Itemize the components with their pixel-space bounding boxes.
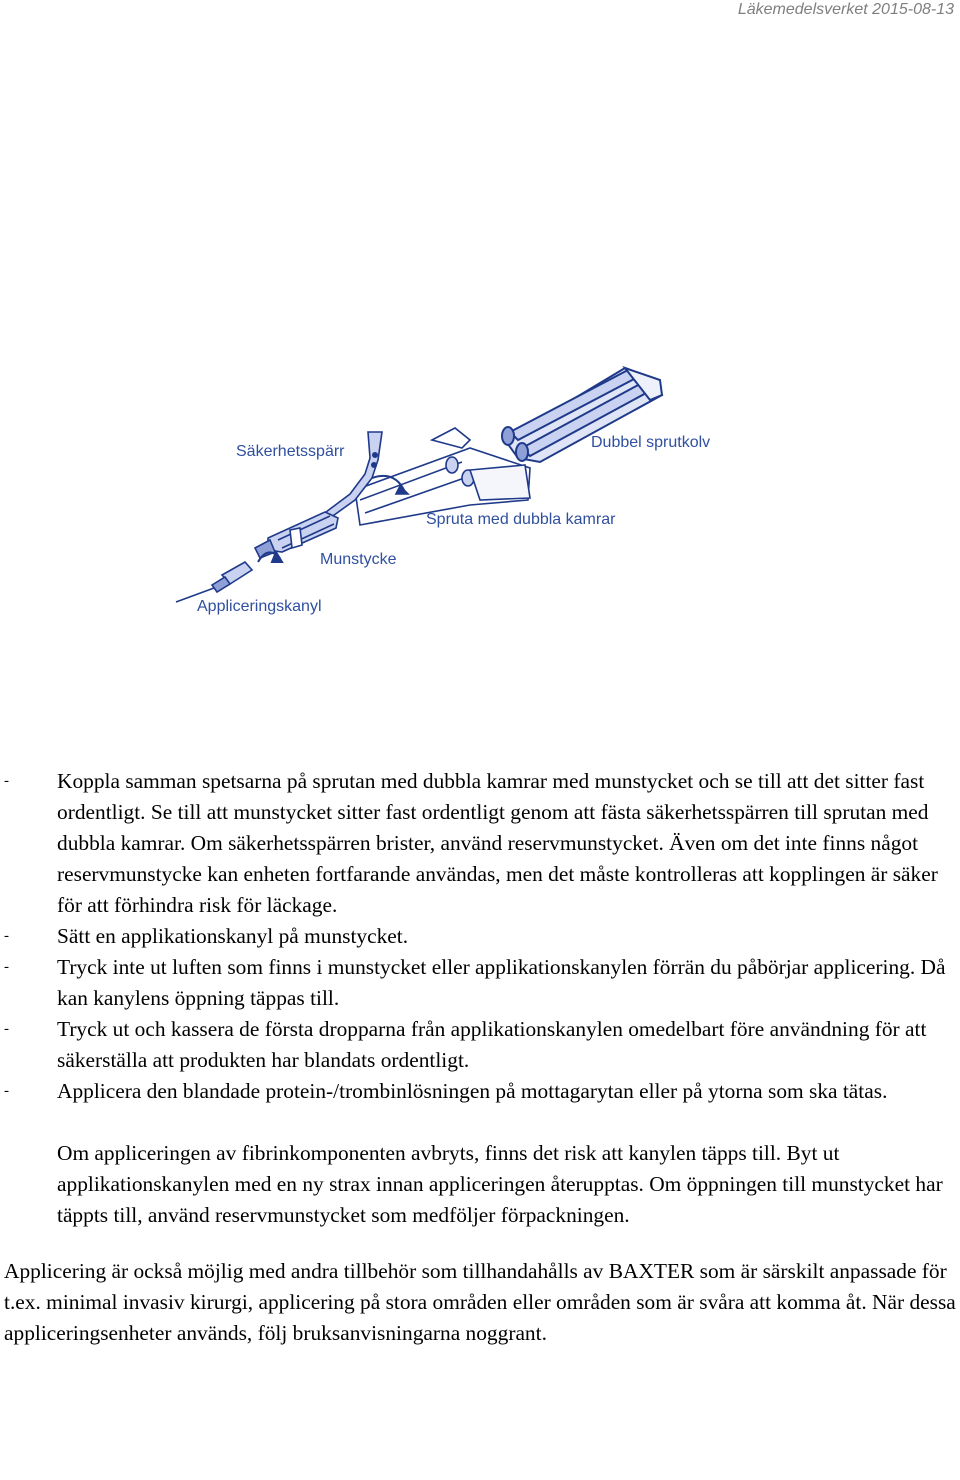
bullet-dash: - (4, 959, 9, 975)
syringe-diagram (0, 0, 960, 720)
bullet-dash: - (4, 1021, 9, 1037)
page-header-date: Läkemedelsverket 2015-08-13 (737, 1, 954, 18)
instruction-list (0, 766, 960, 1107)
instruction-item (0, 952, 960, 1014)
instruction-item (0, 921, 960, 952)
label-applicator-needle: Appliceringskanyl (197, 598, 322, 615)
instruction-item (0, 1014, 960, 1076)
applicator-needle-illustration (176, 562, 252, 602)
interruption-note: Om appliceringen av fibrinkomponenten avbryts, finns det risk att kanylen täpps till. Byt ut applikationskanylen med en ny strax innan appliceringen återupptas. Om öppningen till munstycket har täppts till, använd reservmunstycket som medföljer förpackningen. (57, 1141, 943, 1227)
instruction-text: Koppla samman spetsarna på sprutan med dubbla kamrar med munstycket och se till att det sitter fast ordentligt. Se till att munstycket sitter fast ordentligt genom att fästa säkerhetsspärren till sprutan med dubbla kamrar. Om säkerhetsspärren brister, använd reservmunstycket. Även om det inte finns något reservmunstycke kan enheten fortfarande användas, men det måste kontrolleras att kopplingen är säker för att förhindra risk för läckage. (57, 769, 938, 917)
label-double-plunger: Dubbel sprutkolv (591, 434, 711, 451)
label-safety-lock: Säkerhetsspärr (236, 443, 345, 460)
bullet-dash: - (4, 773, 9, 789)
bullet-dash: - (4, 928, 9, 944)
instruction-item (0, 1076, 960, 1107)
label-dual-syringe: Spruta med dubbla kamrar (426, 511, 616, 528)
label-mixing-tip: Munstycke (320, 551, 397, 568)
instruction-item (0, 766, 960, 921)
instruction-text: Sätt en applikationskanyl på munstycket. (57, 924, 409, 948)
instruction-text: Tryck inte ut luften som finns i munstycket eller applikationskanylen förrän du påbörjar applicering. Då kan kanylens öppning täppas till. (57, 955, 946, 1010)
instructions-body (0, 766, 960, 1349)
instruction-text: Tryck ut och kassera de första dropparna från applikationskanylen omedelbart före användning för att säkerställa att produkten har blandats ordentligt. (57, 1017, 927, 1072)
instruction-text: Applicera den blandade protein-/trombinlösningen på mottagarytan eller på ytorna som ska tätas. (57, 1079, 888, 1103)
bullet-dash: - (4, 1083, 9, 1099)
closing-paragraph: Applicering är också möjlig med andra tillbehör som tillhandahålls av BAXTER som är särskilt anpassade för t.ex. minimal invasiv kirurgi, applicering på stora områden eller områden som är svåra att komma åt. När dessa appliceringsenheter används, följ bruksanvisningarna noggrant. (4, 1259, 956, 1345)
